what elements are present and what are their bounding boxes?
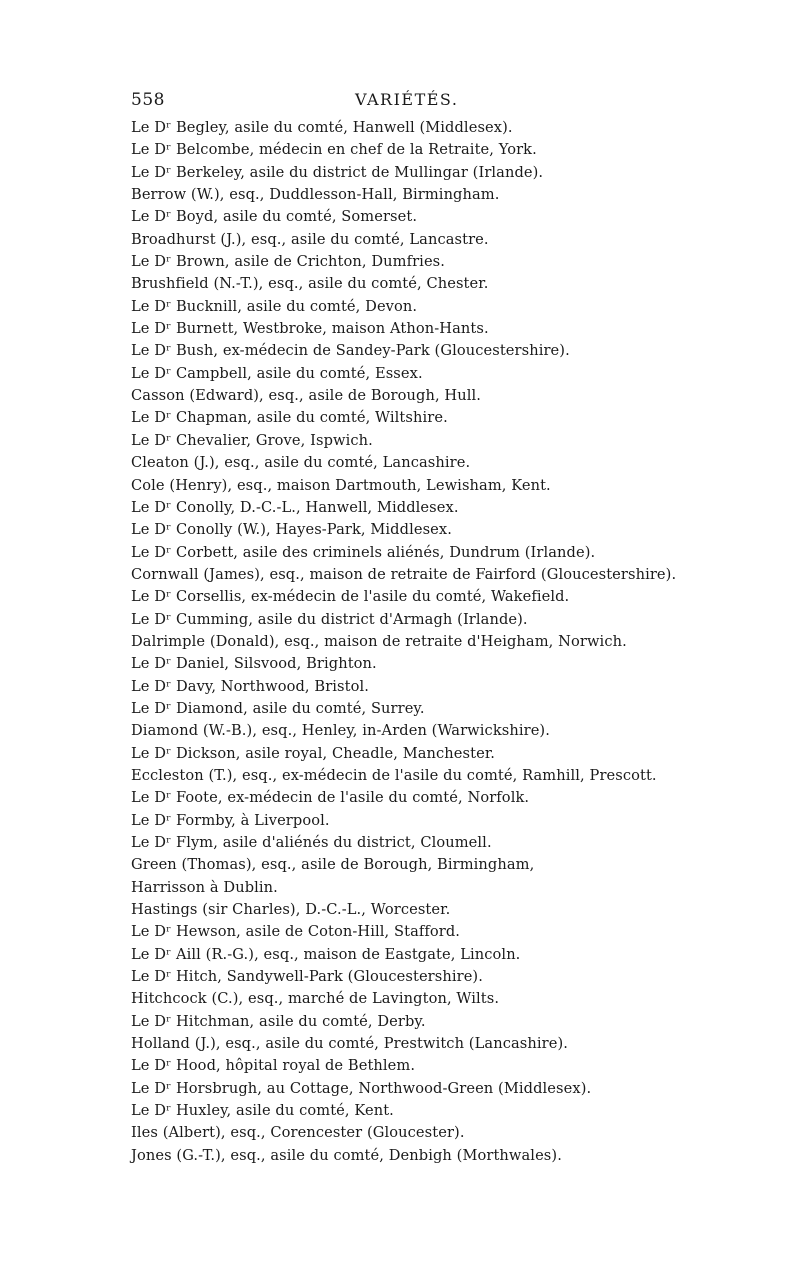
- list-entry: Eccleston (T.), esq., ex-médecin de l'asile du comté, Ramhill, Prescott.: [131, 766, 657, 784]
- list-entry: Jones (G.-T.), esq., asile du comté, Denbigh (Morthwales).: [131, 1146, 562, 1164]
- list-entry: Harrisson à Dublin.: [131, 878, 278, 896]
- list-entry: Diamond (W.-B.), esq., Henley, in-Arden (Warwickshire).: [131, 722, 550, 740]
- list-entry: Cole (Henry), esq., maison Dartmouth, Lewisham, Kent.: [131, 476, 551, 494]
- list-entry: Casson (Edward), esq., asile de Borough, Hull.: [131, 387, 482, 405]
- list-entry: Le Dʳ Boyd, asile du comté, Somerset.: [131, 208, 418, 226]
- list-entry: Cleaton (J.), esq., asile du comté, Lancashire.: [131, 454, 471, 472]
- list-entry: Le Dʳ Huxley, asile du comté, Kent.: [131, 1102, 394, 1120]
- list-entry: Le Dʳ Davy, Northwood, Bristol.: [131, 677, 369, 695]
- list-entry: Le Dʳ Chevalier, Grove, Ispwich.: [131, 431, 373, 449]
- list-entry: Iles (Albert), esq., Corencester (Gloucester).: [131, 1124, 465, 1142]
- list-entry: Le Dʳ Hitch, Sandywell-Park (Gloucestershire).: [131, 968, 483, 986]
- page-number: 558: [131, 90, 165, 110]
- list-entry: Holland (J.), esq., asile du comté, Prestwitch (Lancashire).: [131, 1035, 568, 1053]
- list-entry: Le Dʳ Diamond, asile du comté, Surrey.: [131, 699, 425, 717]
- list-entry: Le Dʳ Daniel, Silsvood, Brighton.: [131, 655, 377, 673]
- list-entry: Le Dʳ Horsbrugh, au Cottage, Northwood-Green (Middlesex).: [131, 1079, 592, 1097]
- list-entry: Dalrimple (Donald), esq., maison de retraite d'Heigham, Norwich.: [131, 632, 627, 650]
- list-entry: Le Dʳ Dickson, asile royal, Cheadle, Manchester.: [131, 744, 496, 762]
- list-entry: Le Dʳ Begley, asile du comté, Hanwell (Middlesex).: [131, 119, 513, 136]
- list-entry: Le Dʳ Cumming, asile du district d'Armagh (Irlande).: [131, 610, 528, 628]
- list-entry: Berrow (W.), esq., Duddlesson-Hall, Birmingham.: [131, 186, 500, 204]
- list-entry: Le Dʳ Foote, ex-médecin de l'asile du comté, Norfolk.: [131, 789, 530, 807]
- asylum-physician-list: [131, 117, 691, 1167]
- list-entry: Le Dʳ Flym, asile d'aliénés du district, Cloumell.: [131, 834, 492, 851]
- list-entry: Le Dʳ Hood, hôpital royal de Bethlem.: [131, 1057, 416, 1075]
- list-entry: Cornwall (James), esq., maison de retraite de Fairford (Gloucestershire).: [131, 565, 677, 583]
- list-entry: Le Dʳ Bush, ex-médecin de Sandey-Park (Gloucestershire).: [131, 342, 570, 360]
- list-entry: Le Dʳ Corbett, asile des criminels aliénés, Dundrum (Irlande).: [131, 543, 596, 561]
- list-entry: Le Dʳ Burnett, Westbroke, maison Athon-Hants.: [131, 320, 489, 338]
- list-entry: Le Dʳ Formby, à Liverpool.: [131, 811, 330, 829]
- list-entry: Le Dʳ Brown, asile de Crichton, Dumfries.: [131, 253, 446, 271]
- list-entry: Le Dʳ Corsellis, ex-médecin de l'asile du comté, Wakefield.: [131, 588, 570, 606]
- list-entry: Le Dʳ Hewson, asile de Coton-Hill, Stafford.: [131, 923, 461, 941]
- list-entry: Le Dʳ Chapman, asile du comté, Wiltshire.: [131, 409, 448, 427]
- list-entry: Le Dʳ Berkeley, asile du district de Mullingar (Irlande).: [131, 163, 544, 181]
- list-entry: Le Dʳ Hitchman, asile du comté, Derby.: [131, 1012, 426, 1030]
- list-entry: Le Dʳ Aill (R.-G.), esq., maison de Eastgate, Lincoln.: [131, 945, 521, 963]
- running-title: VARIÉTÉS.: [355, 90, 459, 109]
- list-entry: Le Dʳ Conolly (W.), Hayes-Park, Middlesex.: [131, 521, 452, 539]
- list-entry: Le Dʳ Campbell, asile du comté, Essex.: [131, 364, 423, 382]
- list-entry: Broadhurst (J.), esq., asile du comté, Lancastre.: [131, 230, 489, 248]
- page-header: [131, 90, 601, 116]
- list-entry: Brushfield (N.-T.), esq., asile du comté, Chester.: [131, 275, 489, 293]
- list-entry: Hastings (sir Charles), D.-C.-L., Worcester.: [131, 901, 451, 919]
- list-entry: Le Dʳ Conolly, D.-C.-L., Hanwell, Middlesex.: [131, 498, 459, 516]
- list-entry: Hitchcock (C.), esq., marché de Lavington, Wilts.: [131, 990, 500, 1008]
- list-entry: Le Dʳ Belcombe, médecin en chef de la Retraite, York.: [131, 141, 537, 159]
- list-entry: Green (Thomas), esq., asile de Borough, Birmingham,: [131, 856, 535, 874]
- list-entry: Le Dʳ Bucknill, asile du comté, Devon.: [131, 297, 418, 315]
